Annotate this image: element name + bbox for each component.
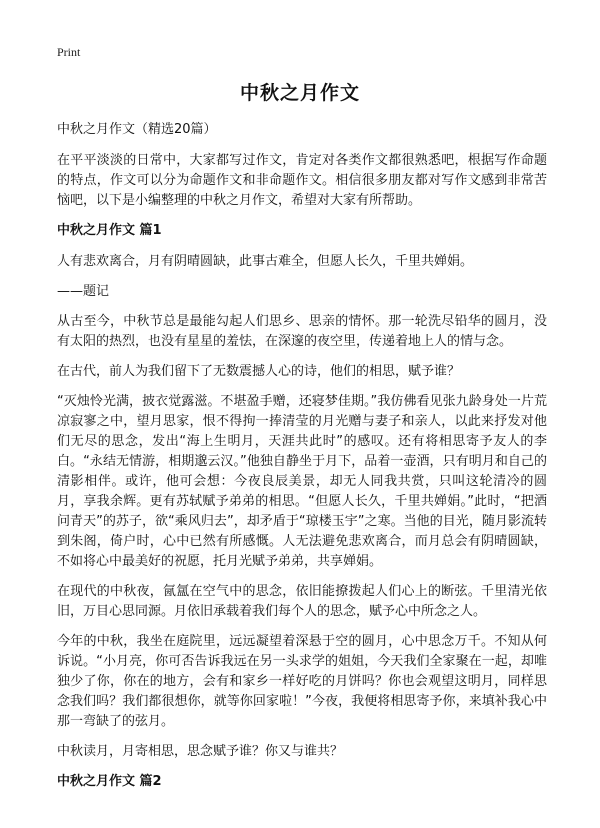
paragraph: 从古至今，中秋节总是最能勾起人们思乡、思亲的情怀。那一轮洗尽铅华的圆月，没有太阳的热烈，也没有星星的羞怯，在深邃的夜空里，传递着地上人的情与念。 (57, 314, 547, 349)
section-heading: 中秋之月作文 篇1 (57, 223, 162, 238)
article-subtitle: 中秋之月作文（精选20篇） (57, 122, 217, 137)
paragraph: 人有悲欢离合，月有阴晴圆缺，此事古难全，但愿人长久，千里共婵娟。 (57, 254, 474, 269)
print-link[interactable]: Print (57, 45, 81, 59)
section-heading: 中秋之月作文 篇2 (57, 774, 162, 789)
paragraph: 在现代的中秋夜，氤氲在空气中的思念，依旧能撩拨起人们心上的断弦。千里清光依旧，万目心思同源。月依旧承载着我们每个人的思念，赋予心中所念之人。 (57, 584, 547, 619)
paragraph-epigraph-attribution: ——题记 (57, 284, 110, 299)
page-title: 中秋之月作文 (239, 82, 360, 104)
article-body (57, 120, 547, 803)
paragraph: 今年的中秋，我坐在庭院里，远远凝望着深悬于空的圆月，心中思念万千。不知从何诉说。“小月亮，你可否告诉我远在另一头求学的姐姐，今天我们全家聚在一起，却唯独少了你，你在的地方，会有和家乡一样好吃的月饼吗？你也会观望这明月，同样思念我们吗？我们都很想你，就等你回家啦！”今夜，我便将相思寄予你，来填补我心中那一弯缺了的弦月。 (57, 634, 547, 729)
paragraph: 在古代，前人为我们留下了无数震撼人心的诗，他们的相思，赋予谁？ (57, 364, 461, 379)
paragraph: “灭烛怜光满，披衣觉露滋。不堪盈手赠，还寝梦佳期。”我仿佛看见张九龄身处一片荒凉寂寥之中，望月思家，恨不得拘一捧清莹的月光赠与妻子和亲人，以此来抒发对他们无尽的思念，发出“海上生明月，天涯共此时”的感叹。还有将相思寄予友人的李白。“永结无情游，相期邈云汉。”他独自静坐于月下，品着一壶酒，只有明月和自己的清影相伴。或许，他可会想：今夜良辰美景，却无人同我共赏，只叫这轮清冷的圆月，享我余辉。更有苏轼赋予弟弟的相思。“但愿人长久，千里共婵娟。”此时，“把酒问青天”的苏子，欲“乘风归去”，却矛盾于“琼楼玉宇”之寒。当他的目光，随月影流转到朱阁，倚户时，心中已然有所感慨。人无法避免悲欢离合，而月总会有阴晴圆缺，不如将心中最美好的祝愿，托月光赋予弟弟，共享婵娟。 (57, 394, 547, 569)
paragraph: 中秋读月，月寄相思，思念赋予谁？你又与谁共？ (57, 744, 344, 759)
intro-paragraph: 在平平淡淡的日常中，大家都写过作文，肯定对各类作文都很熟悉吧，根据写作命题的特点，作文可以分为命题作文和非命题作文。相信很多朋友都对写作文感到非常苦恼吧，以下是小编整理的中秋之月作文，希望对大家有所帮助。 (57, 153, 547, 208)
